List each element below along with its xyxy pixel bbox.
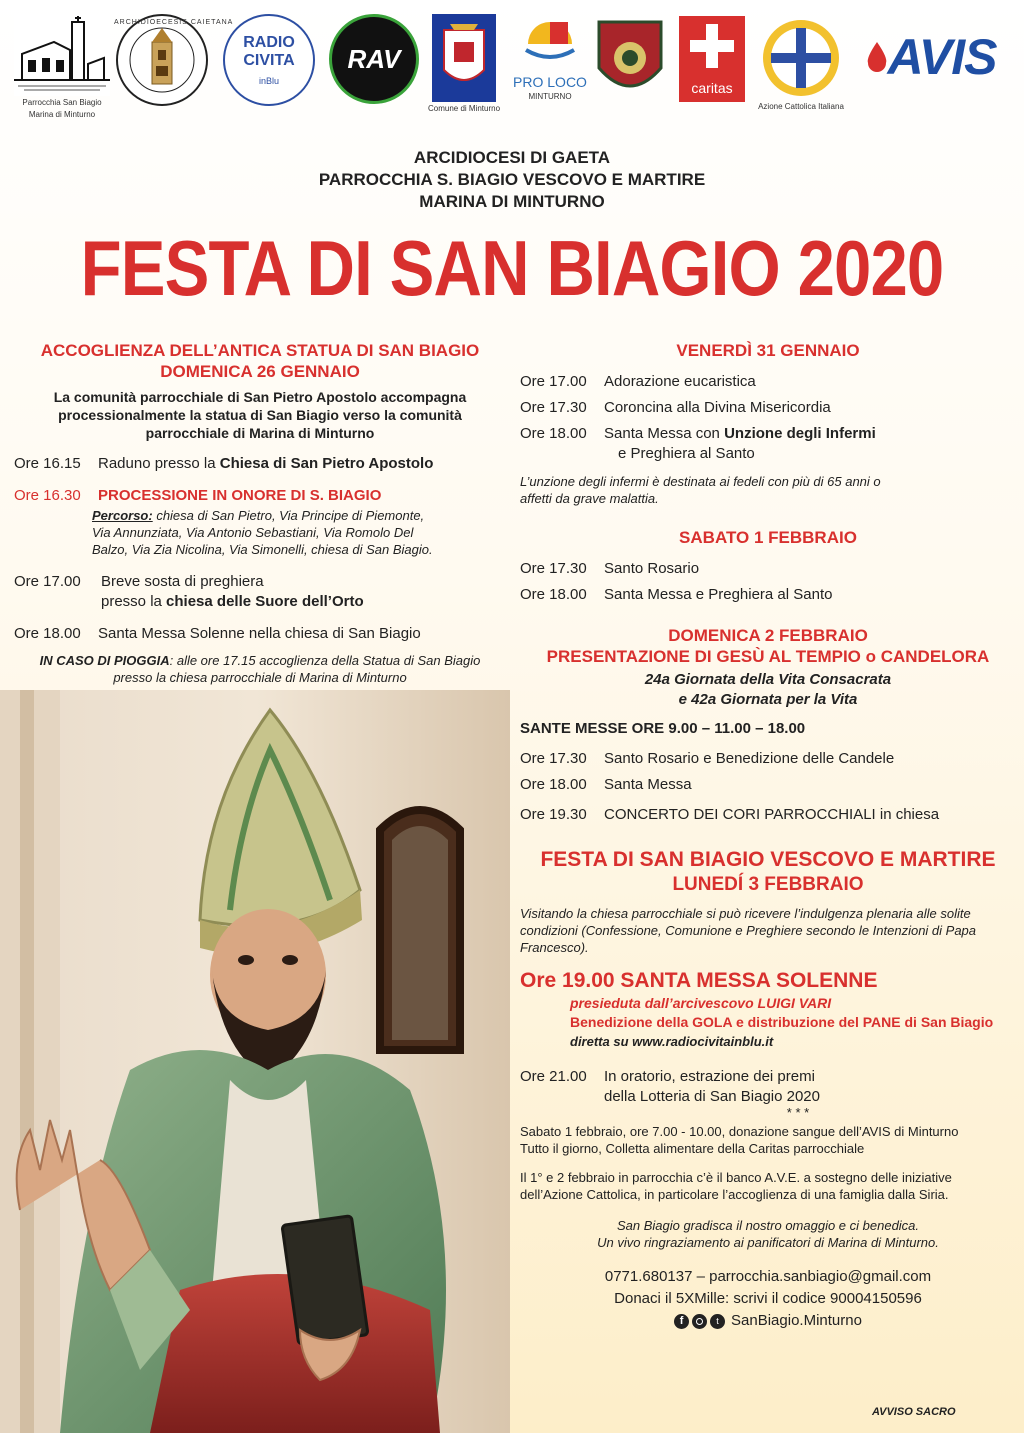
left-column bbox=[14, 340, 506, 686]
comune-crest-icon bbox=[432, 14, 496, 102]
event-row bbox=[520, 559, 1016, 579]
shield-icon bbox=[595, 18, 665, 104]
info-avis: Sabato 1 febbraio, ore 7.00 - 10.00, donazione sangue dell’AVIS di Minturno bbox=[520, 1124, 959, 1139]
event-row bbox=[520, 805, 1016, 825]
event-time: Ore 17.00 bbox=[14, 573, 81, 590]
rain-note bbox=[14, 652, 506, 686]
caritas-logo bbox=[678, 16, 746, 102]
saturday-heading: SABATO 1 FEBBRAIO bbox=[679, 528, 857, 547]
left-intro: La comunità parrocchiale di San Pietro Apostolo accompagna processionalmente la statua di San Biagio verso la comunità parrocchiale di Marina di Minturno bbox=[53, 389, 467, 441]
event-time: Ore 18.00 bbox=[520, 586, 587, 603]
event-row bbox=[520, 398, 1016, 418]
sunday-note-1: 24a Giornata della Vita Consacrata bbox=[644, 671, 892, 688]
event-row bbox=[14, 624, 506, 644]
event-row bbox=[14, 454, 506, 474]
event-text: Santo Rosario bbox=[604, 560, 700, 577]
event-time: Ore 16.30 bbox=[14, 487, 81, 504]
twitter-icon: t bbox=[710, 1314, 725, 1329]
sun-cross-icon bbox=[756, 16, 846, 100]
closing-line-1: San Biagio gradisca il nostro omaggio e ci benedica. bbox=[616, 1218, 920, 1233]
header-line-3: MARINA DI MINTURNO bbox=[419, 192, 605, 211]
event-bold: chiesa delle Suore dell’Orto bbox=[166, 593, 364, 610]
event-bold: Chiesa di San Pietro Apostolo bbox=[219, 455, 434, 472]
procession-route bbox=[92, 507, 442, 558]
info-ave: Il 1° e 2 febbraio in parrocchia c’è il banco A.V.E. a sostegno delle iniziative dell’Azione Cattolica, in particolare l’accoglienza di una famiglia dalla Siria. bbox=[520, 1170, 952, 1202]
procession-title: PROCESSIONE IN ONORE DI S. BIAGIO bbox=[98, 487, 382, 504]
parish-caption-2: Marina di Minturno bbox=[28, 110, 96, 119]
parish-logo bbox=[14, 14, 110, 120]
organizer-header bbox=[0, 147, 1024, 213]
facebook-icon: f bbox=[674, 1314, 689, 1329]
blood-drop-icon bbox=[866, 42, 888, 72]
event-time: Ore 18.00 bbox=[520, 776, 587, 793]
archdiocese-ring-text: ARCHIDIOECESIS CAIETANA bbox=[114, 19, 234, 26]
feast-heading: FESTA DI SAN BIAGIO VESCOVO E MARTIRE bbox=[540, 848, 996, 871]
mass-blessing: Benedizione della GOLA e distribuzione del PANE di San Biagio bbox=[570, 1014, 994, 1030]
sunday-heading: DOMENICA 2 FEBBRAIO bbox=[668, 626, 868, 645]
event-row bbox=[520, 775, 1016, 795]
proloco-logo bbox=[512, 14, 588, 102]
event-time: Ore 17.30 bbox=[520, 399, 587, 416]
proloco-text: PRO LOCO bbox=[513, 74, 587, 90]
event-time: Ore 17.00 bbox=[520, 373, 587, 390]
event-text: Coroncina alla Divina Misericordia bbox=[604, 399, 831, 416]
event-time: Ore 16.15 bbox=[14, 455, 81, 472]
friday-note: L’unzione degli infermi è destinata ai fedeli con più di 65 anni o affetti da grave malattia. bbox=[520, 474, 881, 506]
proloco-sun-icon bbox=[520, 14, 580, 74]
saint-statue-image bbox=[0, 690, 510, 1433]
radio-line1: RADIO bbox=[243, 34, 295, 51]
mass-presider: presieduta dall’arcivescovo LUIGI VARI bbox=[570, 995, 832, 1011]
carabinieri-logo bbox=[594, 18, 666, 104]
route-label: Percorso: bbox=[92, 508, 153, 523]
rav-text: RAV bbox=[347, 43, 401, 74]
event-text: CONCERTO DEI CORI PARROCCHIALI in chiesa bbox=[604, 806, 940, 823]
header-line-2: PARROCCHIA S. BIAGIO VESCOVO E MARTIRE bbox=[318, 170, 706, 189]
social-line bbox=[520, 1311, 1016, 1331]
radio-line2: CIVITA bbox=[243, 52, 295, 69]
event-time: Ore 19.30 bbox=[520, 806, 587, 823]
route-text: chiesa di San Pietro, Via Principe di Piemonte, Via Annunziata, Via Antonio Sebastiani, Via Romolo Del Balzo, Via Zia Nicolina, Via Simonelli, chiesa di San Biagio. bbox=[92, 508, 433, 557]
left-date: DOMENICA 26 GENNAIO bbox=[160, 362, 360, 381]
event-row bbox=[520, 372, 1016, 392]
radio-line3: inBlu bbox=[258, 76, 279, 86]
separator: * * * bbox=[786, 1105, 810, 1120]
right-column bbox=[520, 340, 1016, 1331]
sunday-masses: SANTE MESSE ORE 9.00 – 11.00 – 18.00 bbox=[520, 720, 806, 737]
church-drawing-icon bbox=[14, 14, 110, 96]
rain-label: IN CASO DI PIOGGIA bbox=[39, 653, 170, 668]
event-text: Santo Rosario e Benedizione delle Candele bbox=[604, 750, 895, 767]
rain-text: : alle ore 17.15 accoglienza della Statua di San Biagio presso la chiesa parrocchiale di Marina di Minturno bbox=[113, 653, 481, 685]
event-row bbox=[520, 424, 1016, 464]
instagram-icon bbox=[692, 1314, 707, 1329]
event-text: Santa Messa con bbox=[604, 425, 725, 442]
event-text: Santa Messa bbox=[604, 776, 692, 793]
event-row bbox=[520, 585, 1016, 605]
sunday-note-2: e 42a Giornata per la Vita bbox=[678, 691, 858, 708]
closing-line-2: Un vivo ringraziamento ai panificatori di Marina di Minturno. bbox=[597, 1235, 939, 1250]
caritas-text: caritas bbox=[691, 80, 733, 96]
sunday-subheading: PRESENTAZIONE DI GESÙ AL TEMPIO o CANDELORA bbox=[546, 647, 990, 666]
event-row bbox=[520, 1067, 1016, 1107]
event-time: Ore 17.30 bbox=[520, 750, 587, 767]
event-text: della Lotteria di San Biagio 2020 bbox=[604, 1088, 820, 1105]
caritas-cross-icon bbox=[690, 24, 734, 68]
event-row bbox=[14, 572, 506, 612]
friday-heading: VENERDÌ 31 GENNAIO bbox=[676, 341, 860, 360]
archdiocese-logo bbox=[114, 12, 234, 108]
event-text: Adorazione eucaristica bbox=[604, 373, 756, 390]
event-time: Ore 18.00 bbox=[520, 425, 587, 442]
comune-caption: Comune di Minturno bbox=[427, 104, 501, 113]
mass-stream: diretta su www.radiocivitainblu.it bbox=[570, 1034, 774, 1049]
azione-cattolica-logo bbox=[752, 16, 850, 112]
feast-date: LUNEDÍ 3 FEBBRAIO bbox=[672, 874, 864, 895]
comune-logo bbox=[428, 14, 500, 114]
main-title: FESTA DI SAN BIAGIO 2020 bbox=[80, 224, 944, 312]
proloco-caption: MINTURNO bbox=[528, 92, 572, 101]
event-time: Ore 18.00 bbox=[14, 625, 81, 642]
left-heading: ACCOGLIENZA DELL’ANTICA STATUA DI SAN BIAGIO bbox=[40, 341, 480, 360]
event-row bbox=[14, 486, 506, 506]
contact-line: 0771.680137 – parrocchia.sanbiagio@gmail.com bbox=[604, 1268, 932, 1285]
event-text: Santa Messa e Preghiera al Santo bbox=[604, 586, 833, 603]
event-text: e Preghiera al Santo bbox=[618, 445, 755, 462]
avis-text: AVIS bbox=[887, 29, 997, 85]
event-text: In oratorio, estrazione dei premi bbox=[604, 1068, 815, 1085]
event-time: Ore 17.30 bbox=[520, 560, 587, 577]
event-time: Ore 21.00 bbox=[520, 1068, 587, 1085]
donate-line: Donaci il 5XMille: scrivi il codice 90004150596 bbox=[614, 1290, 922, 1307]
event-text: Raduno presso la bbox=[98, 455, 220, 472]
azione-caption: Azione Cattolica Italiana bbox=[758, 102, 844, 111]
rav-logo bbox=[328, 14, 420, 104]
info-caritas: Tutto il giorno, Colletta alimentare della Caritas parrocchiale bbox=[520, 1141, 865, 1156]
event-bold: Unzione degli Infermi bbox=[724, 425, 876, 442]
statue-photo bbox=[0, 690, 510, 1433]
event-row bbox=[520, 749, 1016, 769]
avviso-sacro: AVVISO SACRO bbox=[872, 1406, 956, 1418]
social-handle: SanBiagio.Minturno bbox=[731, 1312, 862, 1329]
sponsor-logos bbox=[0, 0, 1024, 130]
event-text: Santa Messa Solenne nella chiesa di San Biagio bbox=[98, 625, 421, 642]
avis-logo bbox=[848, 30, 1014, 84]
radio-civita-logo bbox=[222, 14, 316, 106]
event-text: presso la bbox=[101, 593, 167, 610]
header-line-1: ARCIDIOCESI DI GAETA bbox=[413, 148, 611, 167]
parish-caption-1: Parrocchia San Biagio bbox=[22, 98, 102, 107]
indulgence-note: Visitando la chiesa parrocchiale si può ricevere l’indulgenza plenaria alle solite condizioni (Confessione, Comunione e Preghiere secondo le Intenzioni di Papa Francesco). bbox=[520, 906, 977, 955]
solemn-mass-heading: Ore 19.00 SANTA MESSA SOLENNE bbox=[520, 969, 878, 992]
event-text: Breve sosta di preghiera bbox=[101, 573, 264, 590]
